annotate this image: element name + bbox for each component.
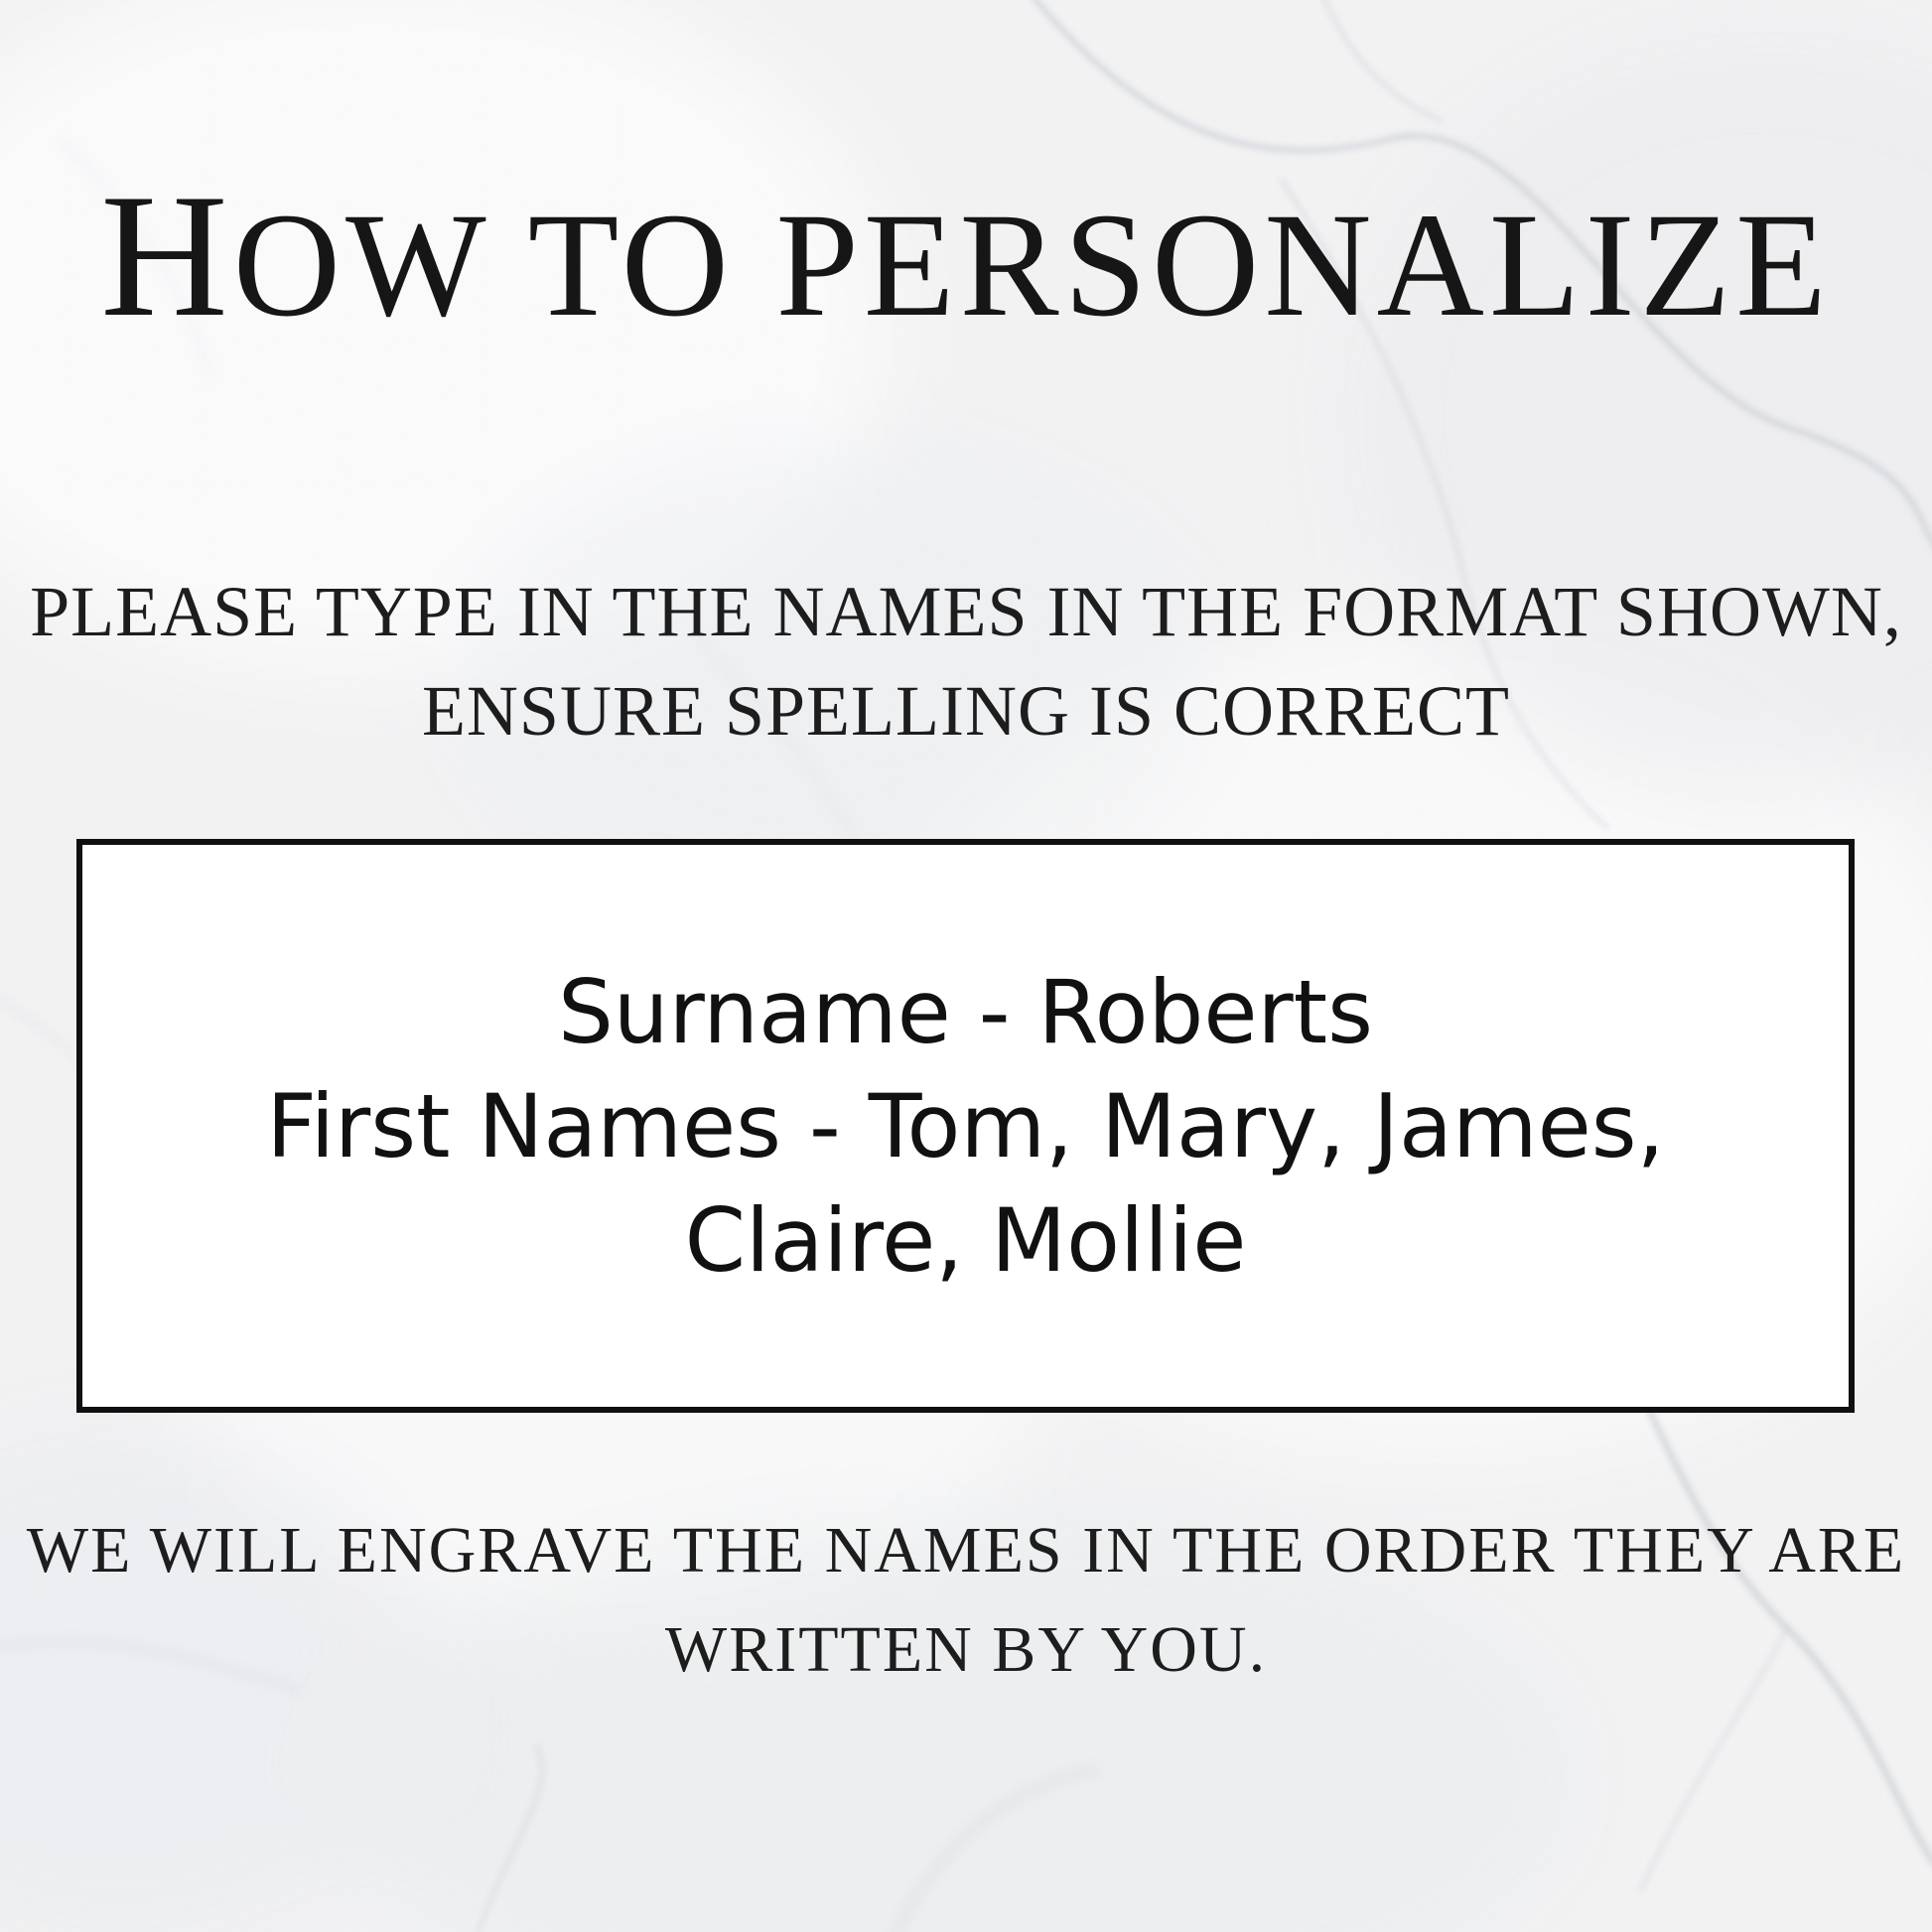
example-line-first-names-cont: Claire, Mollie [684, 1188, 1247, 1292]
example-line-first-names: First Names - Tom, Mary, James, [266, 1074, 1665, 1177]
example-box [76, 839, 1855, 1413]
instructions-text [0, 562, 1932, 760]
example-line-surname: Surname - Roberts [557, 960, 1374, 1063]
instructions-line-2: ENSURE SPELLING IS CORRECT [421, 671, 1511, 751]
instructions-line-1: PLEASE TYPE IN THE NAMES IN THE FORMAT SHOWN, [30, 572, 1902, 651]
footer-line-2: WRITTEN BY YOU. [664, 1613, 1268, 1686]
footer-line-1: WE WILL ENGRAVE THE NAMES IN THE ORDER THEY ARE [26, 1514, 1906, 1587]
example-text [266, 955, 1664, 1298]
page-title: HOW TO PERSONALIZE [100, 157, 1832, 353]
footer-note [0, 1501, 1932, 1700]
